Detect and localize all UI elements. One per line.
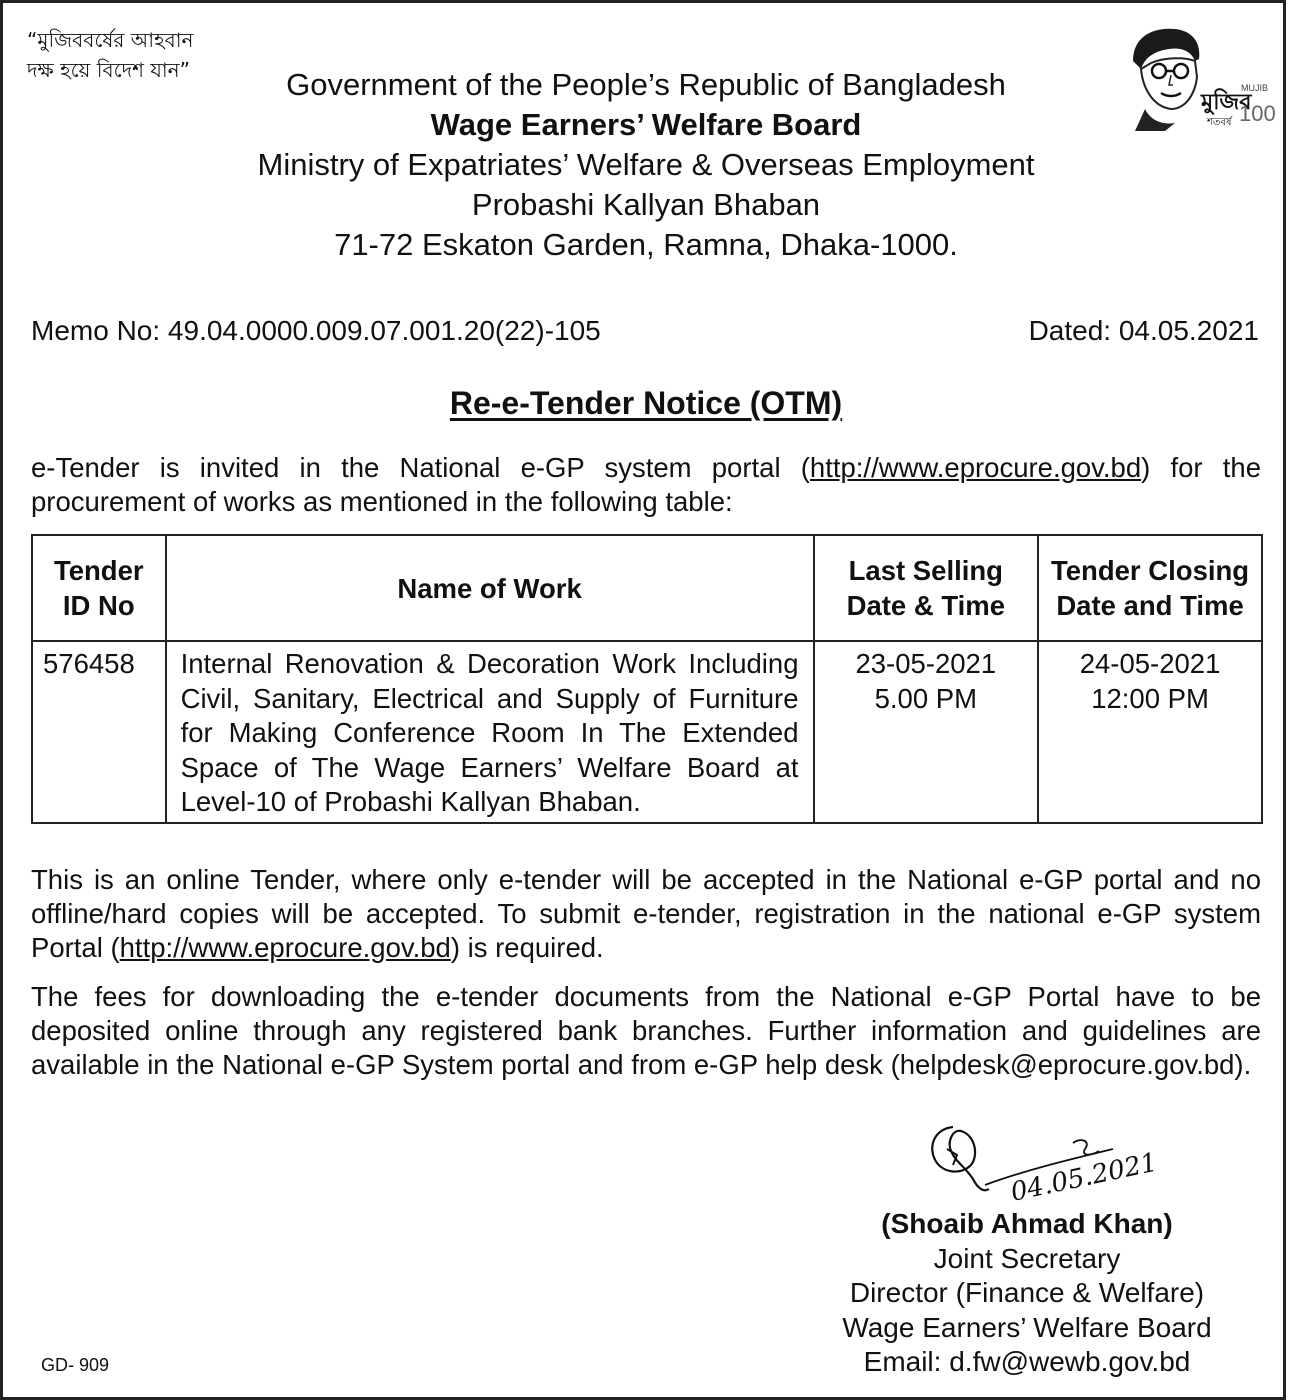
building-line: Probashi Kallyan Bhaban xyxy=(471,187,821,222)
slogan-line-1: “মুজিববর্ষের আহবান xyxy=(27,28,194,52)
address-line: 71-72 Eskaton Garden, Ramna, Dhaka-1000. xyxy=(334,227,958,262)
logo-main-text: মুজিব xyxy=(1201,90,1252,115)
signature xyxy=(913,1119,1193,1215)
closing-time: 12:00 PM xyxy=(1091,682,1209,714)
eprocure-link[interactable]: http://www.eprocure.gov.bd xyxy=(809,452,1142,483)
cell-tender-id: 576458 xyxy=(32,641,166,823)
signatory-name: (Shoaib Ahmad Khan) xyxy=(881,1208,1173,1239)
table-row xyxy=(32,641,1262,823)
memo-date: Dated: 04.05.2021 xyxy=(1028,315,1259,346)
signatory-org: Wage Earners’ Welfare Board xyxy=(842,1311,1212,1343)
closing-date: 24-05-2021 xyxy=(1079,648,1221,679)
cell-last-selling xyxy=(814,641,1039,823)
signatory-email[interactable]: Email: d.fw@wewb.gov.bd xyxy=(863,1346,1191,1377)
online-paragraph xyxy=(31,863,1261,965)
intro-paragraph xyxy=(31,451,1261,519)
signatory-block xyxy=(783,1207,1271,1380)
gd-code: GD- 909 xyxy=(41,1355,110,1375)
notice-title-text: Re-e-Tender Notice (OTM) xyxy=(449,385,843,421)
slogan-line-2: দক্ষ হয়ে বিদেশ যান” xyxy=(27,58,190,82)
logo-100-text: 100 xyxy=(1239,101,1276,126)
cell-name-of-work: Internal Renovation & Decoration Work Including Civil, Sanitary, Electrical and Supply of Furniture for Making Conference Room In The Extended Space of The Wage Earners’ Welfare Board at Level-10 of Probashi Kallyan Bhaban. xyxy=(166,641,814,823)
memo-row xyxy=(31,315,1259,347)
ministry-line: Ministry of Expatriates’ Welfare & Overseas Employment xyxy=(257,147,1035,182)
letterhead xyxy=(3,65,1289,265)
header-last-selling: Last Selling Date & Time xyxy=(814,535,1039,641)
header-name-of-work: Name of Work xyxy=(166,535,814,641)
header-tender-id: Tender ID No xyxy=(32,535,166,641)
fees-paragraph: The fees for downloading the e-tender documents from the National e-GP Portal have to be deposited online through any registered bank branches. Further information and guidelines are available in the National e-GP System portal and from e-GP help desk (helpdesk@eprocure.gov.bd). xyxy=(31,981,1261,1080)
tender-table xyxy=(31,534,1263,824)
selling-date: 23-05-2021 xyxy=(855,648,997,679)
memo-number: Memo No: 49.04.0000.009.07.001.20(22)-105 xyxy=(31,315,601,346)
logo-mujib-text: MUJIB xyxy=(1241,83,1268,93)
online-text-after: ) is required. xyxy=(450,932,604,963)
signature-date: 04.05.2021 xyxy=(1008,1147,1161,1208)
header-closing: Tender Closing Date and Time xyxy=(1038,535,1262,641)
eprocure-link-2[interactable]: http://www.eprocure.gov.bd xyxy=(119,932,451,963)
notice-title xyxy=(3,385,1289,422)
selling-time: 5.00 PM xyxy=(874,682,978,714)
online-text-before: This is an online Tender, where only e-tender will be accepted in the National e-GP portal and no offline/hard copies will be accepted. To submit e-tender, registration in the national e-GP system Portal ( xyxy=(31,864,1261,963)
table-header-row xyxy=(32,535,1262,641)
handwritten-signature-icon xyxy=(913,1119,1193,1215)
intro-text-before: e-Tender is invited in the National e-GP system portal ( xyxy=(31,452,810,483)
signatory-title-2: Director (Finance & Welfare) xyxy=(849,1277,1205,1308)
signatory-title-1: Joint Secretary xyxy=(933,1242,1121,1274)
intro-text-after: ) for the procurement of works as mentioned in the following table: xyxy=(31,452,1261,517)
organization-name: Wage Earners’ Welfare Board xyxy=(430,107,862,142)
cell-closing xyxy=(1038,641,1262,823)
logo-sub-text: শতবর্ষ xyxy=(1207,117,1232,128)
government-line: Government of the People’s Republic of Bangladesh xyxy=(286,67,1006,102)
